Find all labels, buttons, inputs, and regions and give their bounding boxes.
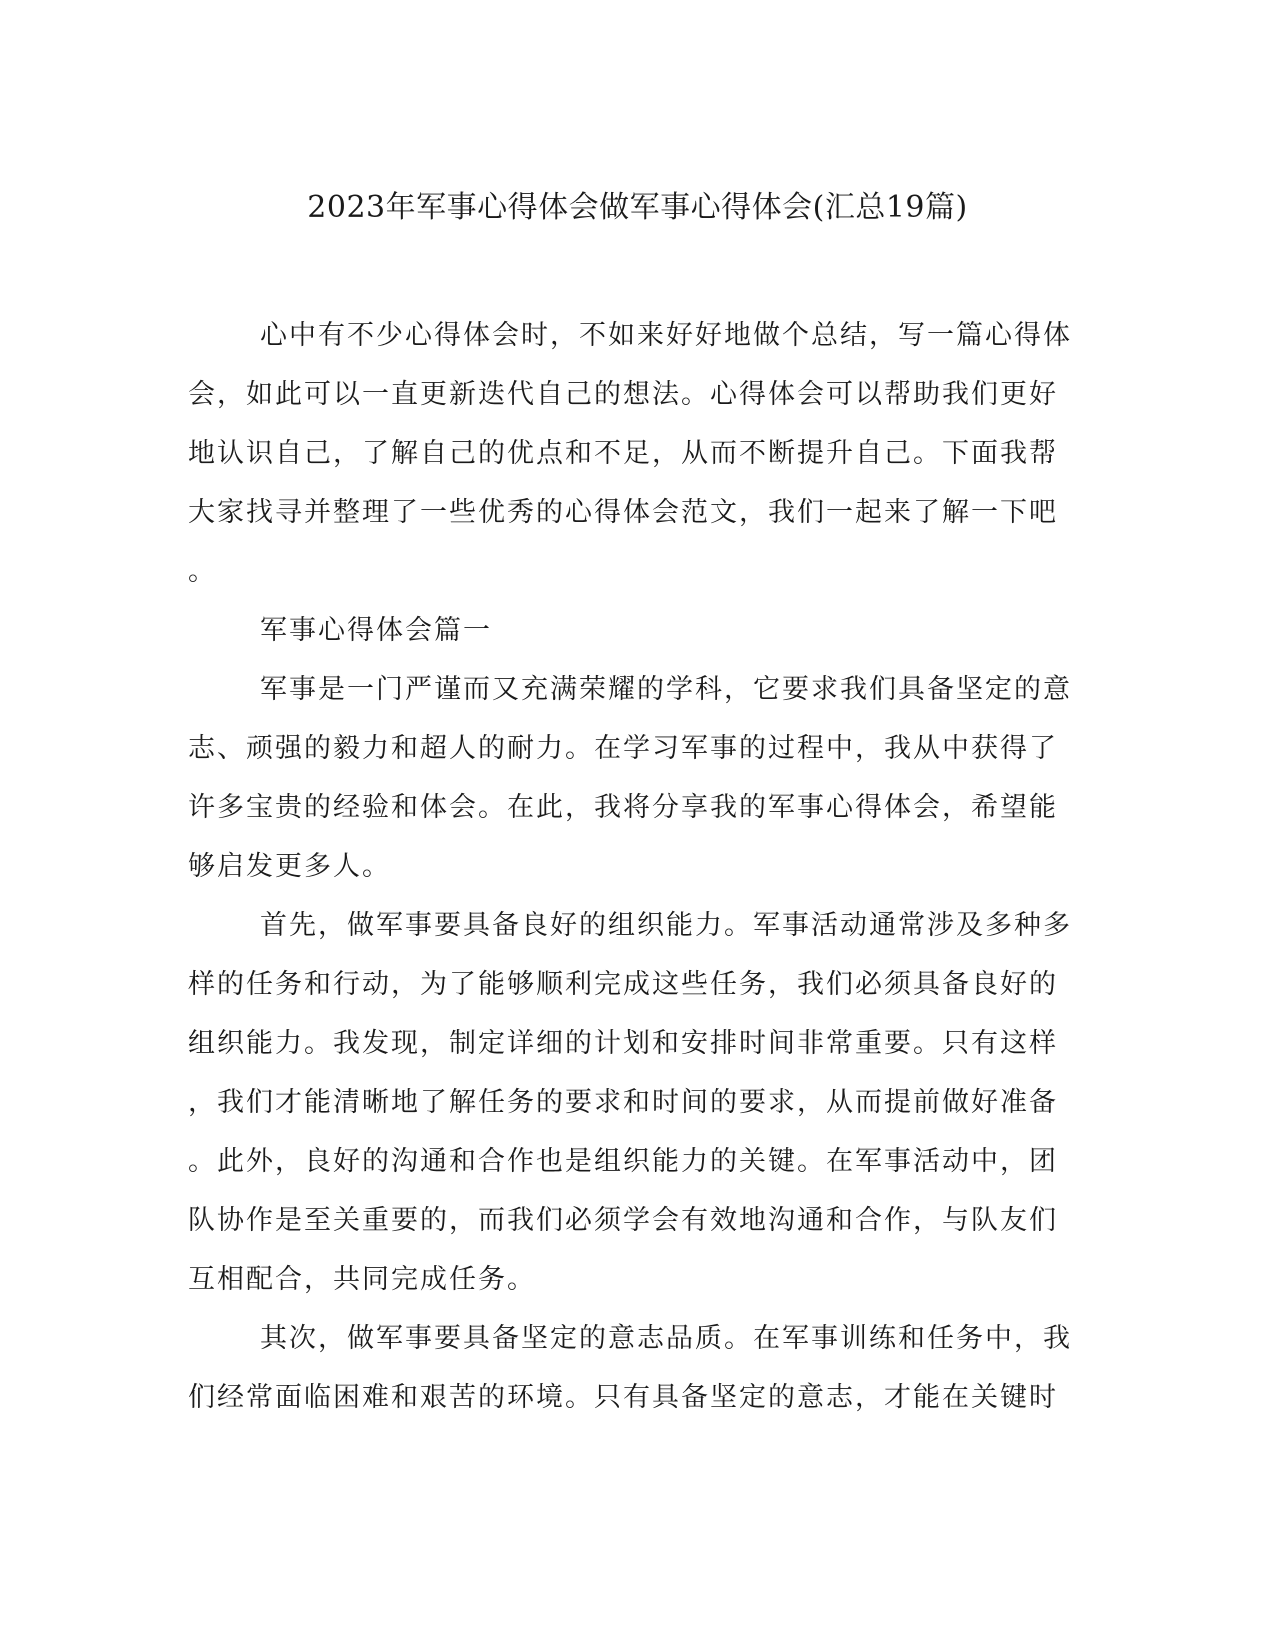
- paragraph-line: 会，如此可以一直更新迭代自己的想法。心得体会可以帮助我们更好: [188, 379, 1058, 410]
- paragraph-line: 互相配合，共同完成任务。: [188, 1264, 536, 1295]
- paragraph-line: 够启发更多人。: [188, 851, 391, 882]
- paragraph-line: 首先，做军事要具备良好的组织能力。军事活动通常涉及多种多: [260, 910, 1072, 941]
- paragraph-line: 志、顽强的毅力和超人的耐力。在学习军事的过程中，我从中获得了: [188, 733, 1058, 764]
- paragraph-line: 们经常面临困难和艰苦的环境。只有具备坚定的意志，才能在关键时: [188, 1382, 1058, 1413]
- paragraph-line: 样的任务和行动，为了能够顺利完成这些任务，我们必须具备良好的: [188, 969, 1058, 1000]
- paragraph-line: 其次，做军事要具备坚定的意志品质。在军事训练和任务中，我: [260, 1323, 1072, 1354]
- paragraph-line: 。此外，良好的沟通和合作也是组织能力的关键。在军事活动中，团: [188, 1146, 1058, 1177]
- paragraph-line: 心中有不少心得体会时，不如来好好地做个总结，写一篇心得体: [260, 320, 1072, 351]
- section-heading: 军事心得体会篇一: [260, 615, 492, 646]
- paragraph-line: 组织能力。我发现，制定详细的计划和安排时间非常重要。只有这样: [188, 1028, 1058, 1059]
- paragraph-line: 队协作是至关重要的，而我们必须学会有效地沟通和合作，与队友们: [188, 1205, 1058, 1236]
- paragraph-line: 。: [188, 556, 217, 587]
- paragraph-line: ，我们才能清晰地了解任务的要求和时间的要求，从而提前做好准备: [188, 1087, 1058, 1118]
- paragraph-line: 地认识自己，了解自己的优点和不足，从而不断提升自己。下面我帮: [188, 438, 1058, 469]
- document-title: 2023年军事心得体会做军事心得体会(汇总19篇): [307, 190, 968, 225]
- paragraph-line: 军事是一门严谨而又充满荣耀的学科，它要求我们具备坚定的意: [260, 674, 1072, 705]
- paragraph-line: 大家找寻并整理了一些优秀的心得体会范文，我们一起来了解一下吧: [188, 497, 1058, 528]
- paragraph-line: 许多宝贵的经验和体会。在此，我将分享我的军事心得体会，希望能: [188, 792, 1058, 823]
